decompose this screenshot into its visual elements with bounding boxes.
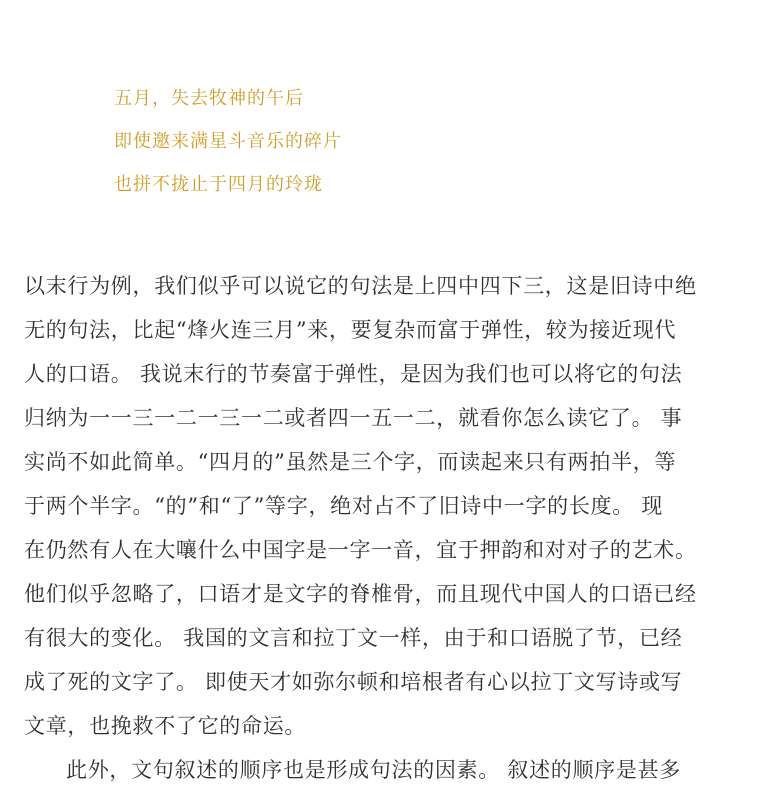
paragraph-line: 他们似乎忽略了，口语才是文字的脊椎骨，而且现代中国人的口语已经 [24,582,697,606]
paragraph-line: 实尚不如此简单。“四月的”虽然是三个字，而读起来只有两拍半，等 [24,450,677,474]
body-text [24,276,734,804]
paragraph-line: 人的口语。 我说末行的节奏富于弹性，是因为我们也可以将它的句法 [24,362,683,386]
paragraph-line: 此外，文句叙述的顺序也是形成句法的因素。 叙述的顺序是甚多 [66,758,681,782]
paragraph-line: 有很大的变化。 我国的文言和拉丁文一样，由于和口语脱了节，已经 [24,626,683,650]
paragraph-line: 文章，也挽救不了它的命运。 [24,714,307,738]
poem-line: 也拼不拢止于四月的玲珑 [114,174,323,195]
poem-line: 即使邀来满星斗音乐的碎片 [114,131,342,152]
paragraph-line: 无的句法，比起“烽火连三月”来，要复杂而富于弹性，较为接近现代 [24,318,677,342]
paragraph-line: 成了死的文字了。 即使天才如弥尔顿和培根者有心以拉丁文写诗或写 [24,670,683,694]
poem-line: 五月，失去牧神的午后 [114,88,304,109]
paragraph-line: 以末行为例，我们似乎可以说它的句法是上四中四下三，这是旧诗中绝 [24,274,697,298]
paragraph-line: 归纳为一一三一二一三一二或者四一五一二，就看你怎么读它了。 事 [24,406,683,430]
paragraph-line: 于两个半字。“的”和“了”等字，绝对占不了旧诗中一字的长度。 现 [24,494,664,518]
poem-excerpt [114,90,534,219]
paragraph-line: 在仍然有人在大嚷什么中国字是一字一音，宜于押韵和对对子的艺术。 [24,538,697,562]
